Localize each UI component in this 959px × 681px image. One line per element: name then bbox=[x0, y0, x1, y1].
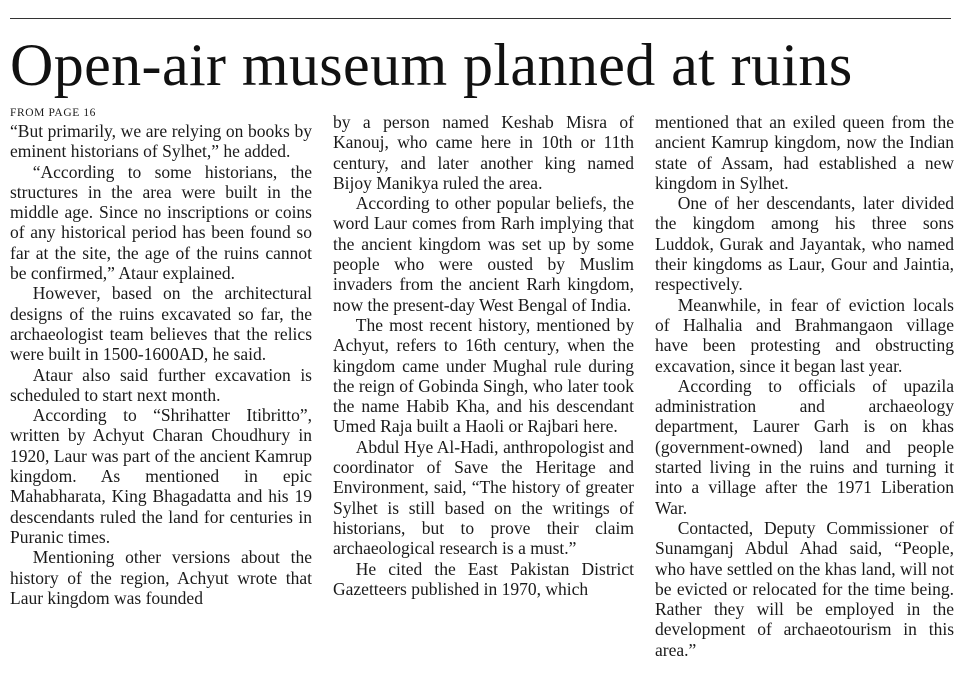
paragraph: Mentioning other versions about the history of the region, Achyut wrote that Laur kingdom was founded bbox=[10, 547, 312, 608]
article-column-1 bbox=[10, 106, 312, 675]
paragraph: According to “Shrihatter Itibritto”, written by Achyut Charan Choudhury in 1920, Laur was part of the ancient Kamrup kingdom. As mentioned in epic Mahabharata, King Bhagadatta and his 19 descendants ruled the land for centuries in Puranic times. bbox=[10, 405, 312, 547]
kicker: FROM PAGE 16 bbox=[10, 107, 97, 119]
paragraph: mentioned that an exiled queen from the ancient Kamrup kingdom, now the Indian state of Assam, had established a new kingdom in Sylhet. bbox=[655, 112, 954, 193]
paragraph: “But primarily, we are relying on books by eminent historians of Sylhet,” he added. bbox=[10, 121, 312, 162]
paragraph: He cited the East Pakistan District Gazetteers published in 1970, which bbox=[333, 558, 634, 599]
paragraph: The most recent history, mentioned by Achyut, refers to 16th century, when the kingdom came under Mughal rule during the reign of Gobinda Singh, who later took the name Habib Kha, and his descendant Umed Raja built a Haoli or Rajbari here. bbox=[333, 314, 634, 437]
paragraph: by a person named Keshab Misra of Kanouj, who came here in 10th or 11th century, and later another king named Bijoy Manikya ruled the area. bbox=[333, 112, 634, 193]
paragraph: According to officials of upazila administration and archaeology department, Laurer Garh is on khas (government-owned) land and people started living in the ruins and turning it into a village after the 1971 Liberation War. bbox=[655, 375, 954, 518]
paragraph: Abdul Hye Al-Hadi, anthropologist and coordinator of Save the Heritage and Environment, said, “The history of greater Sylhet is still based on the writings of historians, but to prove their claim archaeological research is a must.” bbox=[333, 436, 634, 559]
paragraph: One of her descendants, later divided the kingdom among his three sons Luddok, Gurak and Jayantak, who named their kingdoms as Laur, Gour and Jaintia, respectively. bbox=[655, 193, 954, 295]
top-rule bbox=[10, 18, 951, 19]
paragraph: According to other popular beliefs, the word Laur comes from Rarh implying that the ancient kingdom was set up by some people who were ousted by Muslim invaders from the ancient Rarh kingdom, now the present-day West Bengal of India. bbox=[333, 193, 634, 315]
article-column-2 bbox=[333, 112, 634, 681]
paragraph: Meanwhile, in fear of eviction locals of Halhalia and Brahmangaon village have been protesting and obstructing excavation, since it began last year. bbox=[655, 294, 954, 376]
paragraph: However, based on the architectural designs of the ruins excavated so far, the archaeologist team believes that the relics were built in 1500-1600AD, he said. bbox=[10, 283, 312, 365]
paragraph: “According to some historians, the structures in the area were built in the middle age. Since no inscriptions or coins of any historical period has been found so far at the site, the age of the ruins cannot be confirmed,” Ataur explained. bbox=[10, 161, 312, 284]
headline: Open-air museum planned at ruins bbox=[10, 32, 853, 98]
paragraph: Contacted, Deputy Commissioner of Sunamganj Abdul Ahad said, “People, who have settled on the khas land, will not be evicted or relocated for the time being. Rather they will be employed in the development of archaeotourism in this area.” bbox=[655, 517, 954, 660]
paragraph: Ataur also said further excavation is scheduled to start next month. bbox=[10, 364, 312, 405]
article-column-3 bbox=[655, 112, 954, 681]
